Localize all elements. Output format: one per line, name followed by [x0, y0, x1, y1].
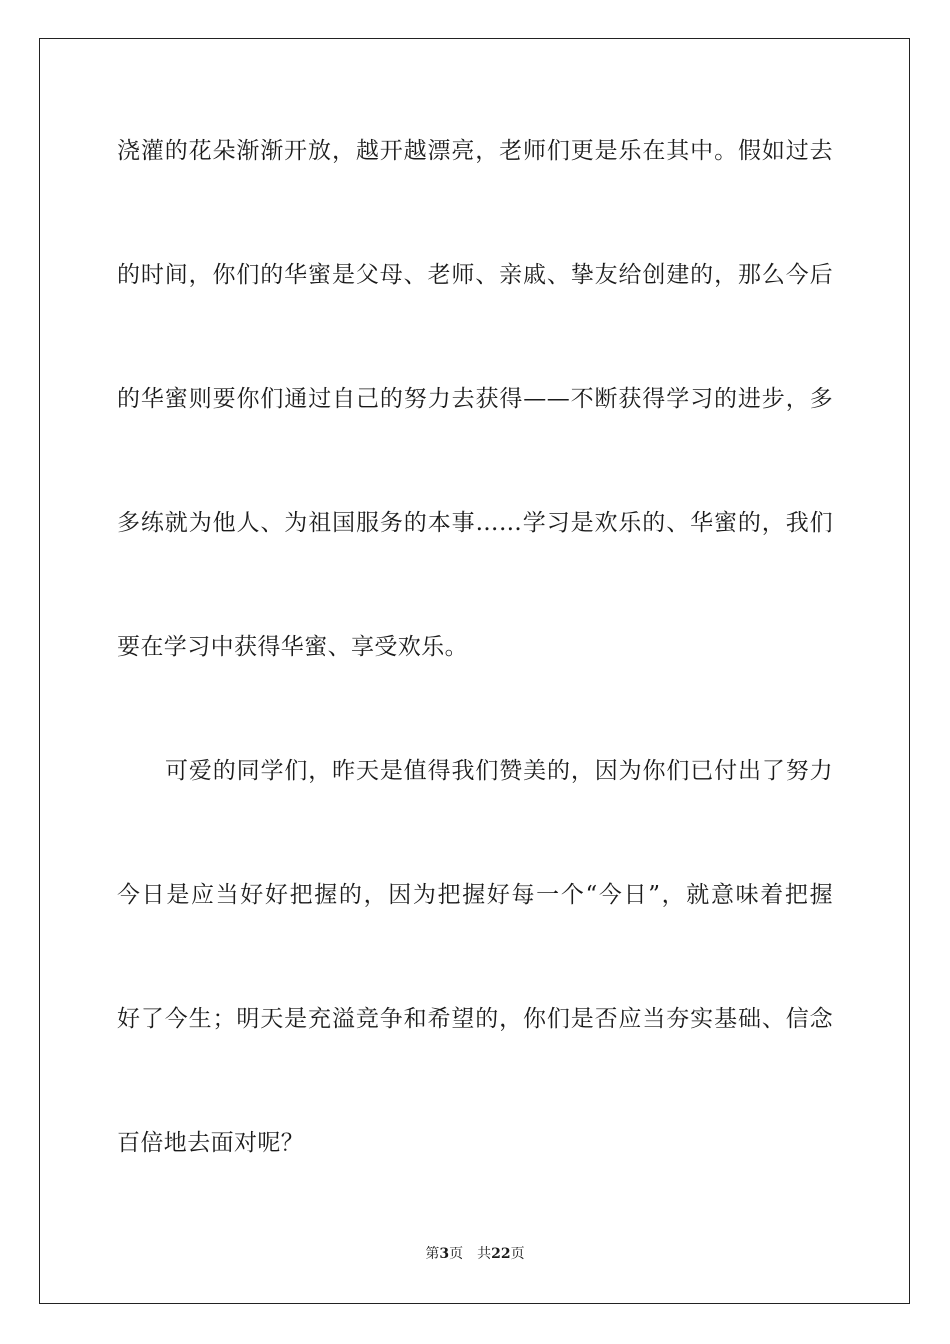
paragraph-2-line-4: 百倍地去面对呢？	[117, 1130, 305, 1156]
total-suffix: 页	[510, 1246, 525, 1262]
paragraph-line-4: 多练就为他人、为祖国服务的本事……学习是欢乐的、华蜜的，我们	[117, 510, 833, 536]
page-footer	[0, 1244, 950, 1264]
page-prefix: 第	[425, 1246, 440, 1262]
paragraph-line-1: 浇灌的花朵渐渐开放，越开越漂亮，老师们更是乐在其中。假如过去	[117, 138, 833, 164]
page-suffix: 页	[449, 1246, 464, 1262]
paragraph-2-line-3: 好了今生；明天是充溢竞争和希望的，你们是否应当夯实基础、信念	[117, 1006, 833, 1032]
paragraph-2-line-1: 可爱的同学们，昨天是值得我们赞美的，因为你们已付出了努力	[165, 758, 833, 784]
page-current-number: 3	[439, 1246, 450, 1262]
paragraph-2-line-2: 今日是应当好好把握的，因为把握好每一个“今日”，就意味着把握	[117, 882, 833, 908]
paragraph-line-3: 的华蜜则要你们通过自己的努力去获得——不断获得学习的进步，多	[117, 386, 833, 412]
total-prefix: 共	[477, 1246, 492, 1262]
paragraph-line-2: 的时间，你们的华蜜是父母、老师、亲戚、挚友给创建的，那么今后	[117, 262, 833, 288]
page-total-number: 22	[491, 1246, 511, 1262]
paragraph-line-5: 要在学习中获得华蜜、享受欢乐。	[117, 634, 468, 660]
page-border	[39, 38, 910, 1304]
